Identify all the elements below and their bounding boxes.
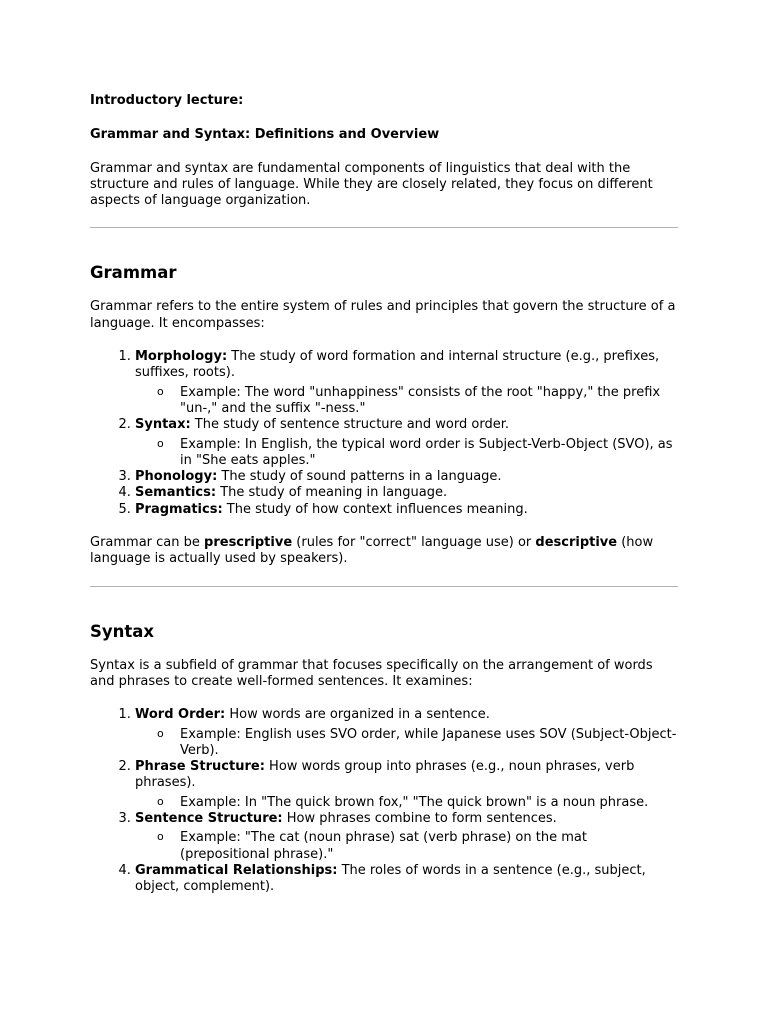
example-list [135,385,678,418]
list-item [135,417,678,469]
term: Phrase Structure: [135,759,265,775]
example-list [135,830,678,863]
example-item: o Example: The word "unhappiness" consists of the root "happy," the prefix "un-," and the suffix "-ness." [180,385,678,418]
definition: The study of word formation and internal structure (e.g., prefixes, suffixes, roots). [135,349,660,381]
example-item: o Example: English uses SVO order, while Japanese uses SOV (Subject-Object-Verb). [180,727,678,760]
definition: How phrases combine to form sentences. [282,811,557,827]
term: Pragmatics: [135,501,223,517]
term: Semantics: [135,485,217,501]
grammar-closing [90,535,678,568]
descriptive-term: descriptive [535,535,618,551]
document-title: Grammar and Syntax: Definitions and Overview [90,127,440,143]
lecture-label: Introductory lecture: [90,93,244,108]
divider [90,227,678,228]
closing-part3: (how language is actually used by speakers). [90,535,654,567]
definition: The roles of words in a sentence (e.g., subject, object, complement). [135,862,646,895]
definition: The study of sound patterns in a language. [217,469,502,485]
definition: How words group into phrases (e.g., noun phrases, verb phrases). [135,759,635,791]
list-item [135,759,678,811]
term: Grammatical Relationships: [135,862,338,878]
grammar-intro: Grammar refers to the entire system of rules and principles that govern the structure of a language. It encompasses: [90,299,676,331]
grammar-list [90,349,678,518]
list-item [135,469,678,485]
list-item [135,707,678,759]
definition: The study of sentence structure and word order. [190,417,509,433]
example-list [135,727,678,760]
list-item [135,349,678,417]
term: Syntax: [135,417,191,433]
definition: How words are organized in a sentence. [225,707,490,723]
example-list [135,437,678,470]
syntax-heading: Syntax [90,621,155,641]
definition: The study of how context influences meaning. [222,501,528,517]
term: Phonology: [135,469,218,485]
example-list [135,795,678,811]
list-item [135,485,678,501]
example-item: o Example: "The cat (noun phrase) sat (verb phrase) on the mat (prepositional phrase)." [180,830,678,863]
intro-paragraph: Grammar and syntax are fundamental components of linguistics that deal with the structure and rules of language. While they are closely related, they focus on different aspects of language organization. [90,160,653,209]
syntax-intro: Syntax is a subfield of grammar that focuses specifically on the arrangement of words and phrases to create well-formed sentences. It examines: [90,657,653,689]
example-item: o Example: In English, the typical word order is Subject-Verb-Object (SVO), as in "She eats apples." [180,437,678,470]
closing-part2: (rules for "correct" language use) or [292,535,536,551]
definition: The study of meaning in language. [216,485,448,501]
prescriptive-term: prescriptive [204,535,293,551]
term: Sentence Structure: [135,811,283,827]
grammar-heading: Grammar [90,263,177,283]
list-item [135,863,678,896]
term: Word Order: [135,707,226,723]
example-item: o Example: In "The quick brown fox," "The quick brown" is a noun phrase. [180,795,678,811]
list-item [135,811,678,863]
closing-part1: Grammar can be [90,535,205,551]
list-item [135,502,678,518]
term: Morphology: [135,349,228,365]
divider [90,586,678,587]
syntax-list [90,707,678,895]
